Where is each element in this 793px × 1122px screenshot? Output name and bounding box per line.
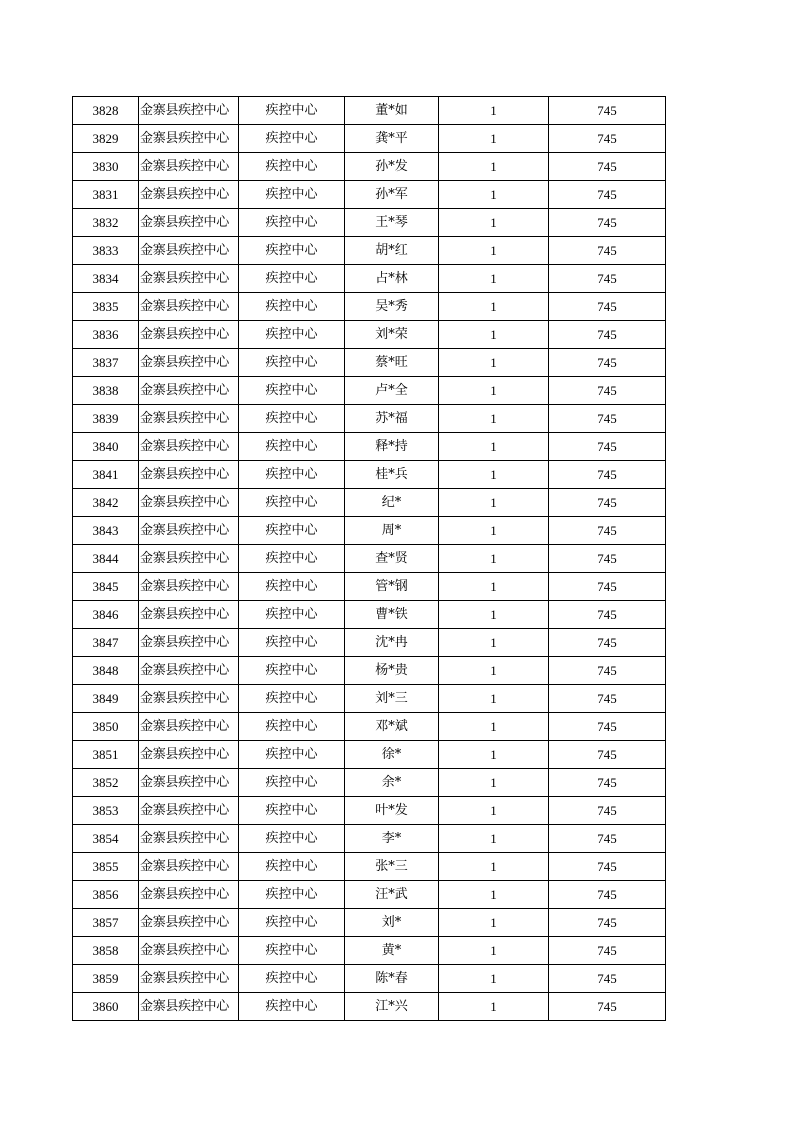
count-cell: 1 (439, 965, 549, 993)
amount-cell: 745 (549, 853, 666, 881)
department-cell: 疾控中心 (239, 629, 345, 657)
department-cell: 疾控中心 (239, 713, 345, 741)
department-cell: 疾控中心 (239, 601, 345, 629)
department-cell: 疾控中心 (239, 433, 345, 461)
department-cell: 疾控中心 (239, 237, 345, 265)
department-cell: 疾控中心 (239, 965, 345, 993)
table-row (73, 769, 666, 797)
table-row (73, 153, 666, 181)
department-cell: 疾控中心 (239, 321, 345, 349)
count-cell: 1 (439, 657, 549, 685)
table-row (73, 265, 666, 293)
department-cell: 疾控中心 (239, 853, 345, 881)
person-name-cell: 董*如 (345, 97, 439, 125)
row-number-cell: 3849 (73, 685, 139, 713)
person-name-cell: 桂*兵 (345, 461, 439, 489)
row-number-cell: 3844 (73, 545, 139, 573)
person-name-cell: 龚*平 (345, 125, 439, 153)
table-row (73, 657, 666, 685)
department-cell: 疾控中心 (239, 657, 345, 685)
unit-cell: 金寨县疾控中心 (139, 125, 239, 153)
table-row (73, 125, 666, 153)
unit-cell: 金寨县疾控中心 (139, 461, 239, 489)
amount-cell: 745 (549, 769, 666, 797)
count-cell: 1 (439, 797, 549, 825)
department-cell: 疾控中心 (239, 685, 345, 713)
row-number-cell: 3841 (73, 461, 139, 489)
unit-cell: 金寨县疾控中心 (139, 293, 239, 321)
unit-cell: 金寨县疾控中心 (139, 657, 239, 685)
table-row (73, 909, 666, 937)
row-number-cell: 3848 (73, 657, 139, 685)
department-cell: 疾控中心 (239, 265, 345, 293)
count-cell: 1 (439, 153, 549, 181)
count-cell: 1 (439, 209, 549, 237)
unit-cell: 金寨县疾控中心 (139, 433, 239, 461)
person-name-cell: 余* (345, 769, 439, 797)
department-cell: 疾控中心 (239, 517, 345, 545)
unit-cell: 金寨县疾控中心 (139, 993, 239, 1021)
person-name-cell: 叶*发 (345, 797, 439, 825)
count-cell: 1 (439, 461, 549, 489)
unit-cell: 金寨县疾控中心 (139, 97, 239, 125)
person-name-cell: 杨*贵 (345, 657, 439, 685)
table-row (73, 797, 666, 825)
amount-cell: 745 (549, 713, 666, 741)
unit-cell: 金寨县疾控中心 (139, 517, 239, 545)
row-number-cell: 3856 (73, 881, 139, 909)
amount-cell: 745 (549, 601, 666, 629)
count-cell: 1 (439, 237, 549, 265)
table-row (73, 825, 666, 853)
person-name-cell: 周* (345, 517, 439, 545)
amount-cell: 745 (549, 797, 666, 825)
row-number-cell: 3829 (73, 125, 139, 153)
person-name-cell: 孙*军 (345, 181, 439, 209)
count-cell: 1 (439, 489, 549, 517)
table-row (73, 293, 666, 321)
unit-cell: 金寨县疾控中心 (139, 573, 239, 601)
department-cell: 疾控中心 (239, 909, 345, 937)
table-row (73, 937, 666, 965)
department-cell: 疾控中心 (239, 797, 345, 825)
table-row (73, 321, 666, 349)
unit-cell: 金寨县疾控中心 (139, 209, 239, 237)
table-row (73, 713, 666, 741)
amount-cell: 745 (549, 825, 666, 853)
amount-cell: 745 (549, 97, 666, 125)
unit-cell: 金寨县疾控中心 (139, 405, 239, 433)
person-name-cell: 刘*三 (345, 685, 439, 713)
amount-cell: 745 (549, 965, 666, 993)
row-number-cell: 3833 (73, 237, 139, 265)
count-cell: 1 (439, 629, 549, 657)
unit-cell: 金寨县疾控中心 (139, 153, 239, 181)
unit-cell: 金寨县疾控中心 (139, 265, 239, 293)
count-cell: 1 (439, 349, 549, 377)
department-cell: 疾控中心 (239, 97, 345, 125)
row-number-cell: 3860 (73, 993, 139, 1021)
person-name-cell: 刘* (345, 909, 439, 937)
table-row (73, 629, 666, 657)
person-name-cell: 张*三 (345, 853, 439, 881)
roster-table-body (73, 97, 666, 1021)
amount-cell: 745 (549, 741, 666, 769)
amount-cell: 745 (549, 545, 666, 573)
count-cell: 1 (439, 601, 549, 629)
person-name-cell: 曹*铁 (345, 601, 439, 629)
amount-cell: 745 (549, 937, 666, 965)
amount-cell: 745 (549, 909, 666, 937)
amount-cell: 745 (549, 321, 666, 349)
row-number-cell: 3851 (73, 741, 139, 769)
row-number-cell: 3846 (73, 601, 139, 629)
row-number-cell: 3839 (73, 405, 139, 433)
count-cell: 1 (439, 573, 549, 601)
row-number-cell: 3840 (73, 433, 139, 461)
row-number-cell: 3831 (73, 181, 139, 209)
row-number-cell: 3837 (73, 349, 139, 377)
unit-cell: 金寨县疾控中心 (139, 629, 239, 657)
count-cell: 1 (439, 545, 549, 573)
count-cell: 1 (439, 741, 549, 769)
person-name-cell: 黄* (345, 937, 439, 965)
person-name-cell: 苏*福 (345, 405, 439, 433)
unit-cell: 金寨县疾控中心 (139, 965, 239, 993)
count-cell: 1 (439, 685, 549, 713)
table-row (73, 181, 666, 209)
table-row (73, 573, 666, 601)
row-number-cell: 3836 (73, 321, 139, 349)
department-cell: 疾控中心 (239, 545, 345, 573)
person-name-cell: 胡*红 (345, 237, 439, 265)
person-name-cell: 孙*发 (345, 153, 439, 181)
person-name-cell: 陈*春 (345, 965, 439, 993)
amount-cell: 745 (549, 125, 666, 153)
amount-cell: 745 (549, 629, 666, 657)
person-name-cell: 释*持 (345, 433, 439, 461)
unit-cell: 金寨县疾控中心 (139, 937, 239, 965)
count-cell: 1 (439, 377, 549, 405)
person-name-cell: 管*钢 (345, 573, 439, 601)
table-row (73, 993, 666, 1021)
count-cell: 1 (439, 853, 549, 881)
amount-cell: 745 (549, 433, 666, 461)
amount-cell: 745 (549, 405, 666, 433)
unit-cell: 金寨县疾控中心 (139, 489, 239, 517)
unit-cell: 金寨县疾控中心 (139, 377, 239, 405)
count-cell: 1 (439, 993, 549, 1021)
department-cell: 疾控中心 (239, 153, 345, 181)
row-number-cell: 3832 (73, 209, 139, 237)
count-cell: 1 (439, 97, 549, 125)
department-cell: 疾控中心 (239, 209, 345, 237)
department-cell: 疾控中心 (239, 573, 345, 601)
amount-cell: 745 (549, 881, 666, 909)
count-cell: 1 (439, 769, 549, 797)
department-cell: 疾控中心 (239, 937, 345, 965)
person-name-cell: 查*贤 (345, 545, 439, 573)
department-cell: 疾控中心 (239, 881, 345, 909)
person-name-cell: 纪* (345, 489, 439, 517)
unit-cell: 金寨县疾控中心 (139, 321, 239, 349)
row-number-cell: 3834 (73, 265, 139, 293)
unit-cell: 金寨县疾控中心 (139, 713, 239, 741)
count-cell: 1 (439, 265, 549, 293)
amount-cell: 745 (549, 517, 666, 545)
person-name-cell: 邓*斌 (345, 713, 439, 741)
count-cell: 1 (439, 937, 549, 965)
count-cell: 1 (439, 881, 549, 909)
person-name-cell: 徐* (345, 741, 439, 769)
unit-cell: 金寨县疾控中心 (139, 769, 239, 797)
row-number-cell: 3850 (73, 713, 139, 741)
unit-cell: 金寨县疾控中心 (139, 909, 239, 937)
table-row (73, 489, 666, 517)
table-row (73, 349, 666, 377)
person-name-cell: 吴*秀 (345, 293, 439, 321)
count-cell: 1 (439, 181, 549, 209)
count-cell: 1 (439, 825, 549, 853)
row-number-cell: 3842 (73, 489, 139, 517)
count-cell: 1 (439, 405, 549, 433)
count-cell: 1 (439, 125, 549, 153)
row-number-cell: 3859 (73, 965, 139, 993)
roster-table (72, 96, 666, 1021)
amount-cell: 745 (549, 237, 666, 265)
row-number-cell: 3845 (73, 573, 139, 601)
unit-cell: 金寨县疾控中心 (139, 181, 239, 209)
department-cell: 疾控中心 (239, 461, 345, 489)
row-number-cell: 3847 (73, 629, 139, 657)
amount-cell: 745 (549, 209, 666, 237)
unit-cell: 金寨县疾控中心 (139, 601, 239, 629)
count-cell: 1 (439, 433, 549, 461)
row-number-cell: 3852 (73, 769, 139, 797)
unit-cell: 金寨县疾控中心 (139, 545, 239, 573)
table-row (73, 517, 666, 545)
unit-cell: 金寨县疾控中心 (139, 349, 239, 377)
person-name-cell: 江*兴 (345, 993, 439, 1021)
amount-cell: 745 (549, 461, 666, 489)
table-row (73, 209, 666, 237)
table-row (73, 881, 666, 909)
department-cell: 疾控中心 (239, 993, 345, 1021)
unit-cell: 金寨县疾控中心 (139, 685, 239, 713)
amount-cell: 745 (549, 349, 666, 377)
table-row (73, 853, 666, 881)
row-number-cell: 3855 (73, 853, 139, 881)
department-cell: 疾控中心 (239, 125, 345, 153)
unit-cell: 金寨县疾控中心 (139, 881, 239, 909)
row-number-cell: 3858 (73, 937, 139, 965)
row-number-cell: 3857 (73, 909, 139, 937)
amount-cell: 745 (549, 573, 666, 601)
table-row (73, 461, 666, 489)
person-name-cell: 占*林 (345, 265, 439, 293)
department-cell: 疾控中心 (239, 377, 345, 405)
table-row (73, 545, 666, 573)
table-row (73, 685, 666, 713)
department-cell: 疾控中心 (239, 349, 345, 377)
amount-cell: 745 (549, 993, 666, 1021)
person-name-cell: 汪*武 (345, 881, 439, 909)
department-cell: 疾控中心 (239, 769, 345, 797)
row-number-cell: 3838 (73, 377, 139, 405)
person-name-cell: 沈*冉 (345, 629, 439, 657)
amount-cell: 745 (549, 181, 666, 209)
department-cell: 疾控中心 (239, 181, 345, 209)
unit-cell: 金寨县疾控中心 (139, 825, 239, 853)
table-row (73, 377, 666, 405)
unit-cell: 金寨县疾控中心 (139, 237, 239, 265)
count-cell: 1 (439, 321, 549, 349)
amount-cell: 745 (549, 377, 666, 405)
count-cell: 1 (439, 293, 549, 321)
amount-cell: 745 (549, 489, 666, 517)
person-name-cell: 刘*荣 (345, 321, 439, 349)
row-number-cell: 3854 (73, 825, 139, 853)
row-number-cell: 3835 (73, 293, 139, 321)
table-row (73, 433, 666, 461)
count-cell: 1 (439, 713, 549, 741)
unit-cell: 金寨县疾控中心 (139, 741, 239, 769)
person-name-cell: 卢*全 (345, 377, 439, 405)
person-name-cell: 王*琴 (345, 209, 439, 237)
person-name-cell: 李* (345, 825, 439, 853)
count-cell: 1 (439, 517, 549, 545)
table-row (73, 237, 666, 265)
department-cell: 疾控中心 (239, 825, 345, 853)
department-cell: 疾控中心 (239, 293, 345, 321)
table-row (73, 965, 666, 993)
unit-cell: 金寨县疾控中心 (139, 797, 239, 825)
amount-cell: 745 (549, 685, 666, 713)
table-row (73, 741, 666, 769)
row-number-cell: 3830 (73, 153, 139, 181)
table-row (73, 601, 666, 629)
person-name-cell: 蔡*旺 (345, 349, 439, 377)
amount-cell: 745 (549, 293, 666, 321)
row-number-cell: 3843 (73, 517, 139, 545)
unit-cell: 金寨县疾控中心 (139, 853, 239, 881)
count-cell: 1 (439, 909, 549, 937)
department-cell: 疾控中心 (239, 741, 345, 769)
amount-cell: 745 (549, 657, 666, 685)
row-number-cell: 3853 (73, 797, 139, 825)
department-cell: 疾控中心 (239, 405, 345, 433)
amount-cell: 745 (549, 153, 666, 181)
row-number-cell: 3828 (73, 97, 139, 125)
amount-cell: 745 (549, 265, 666, 293)
table-row (73, 97, 666, 125)
department-cell: 疾控中心 (239, 489, 345, 517)
table-row (73, 405, 666, 433)
